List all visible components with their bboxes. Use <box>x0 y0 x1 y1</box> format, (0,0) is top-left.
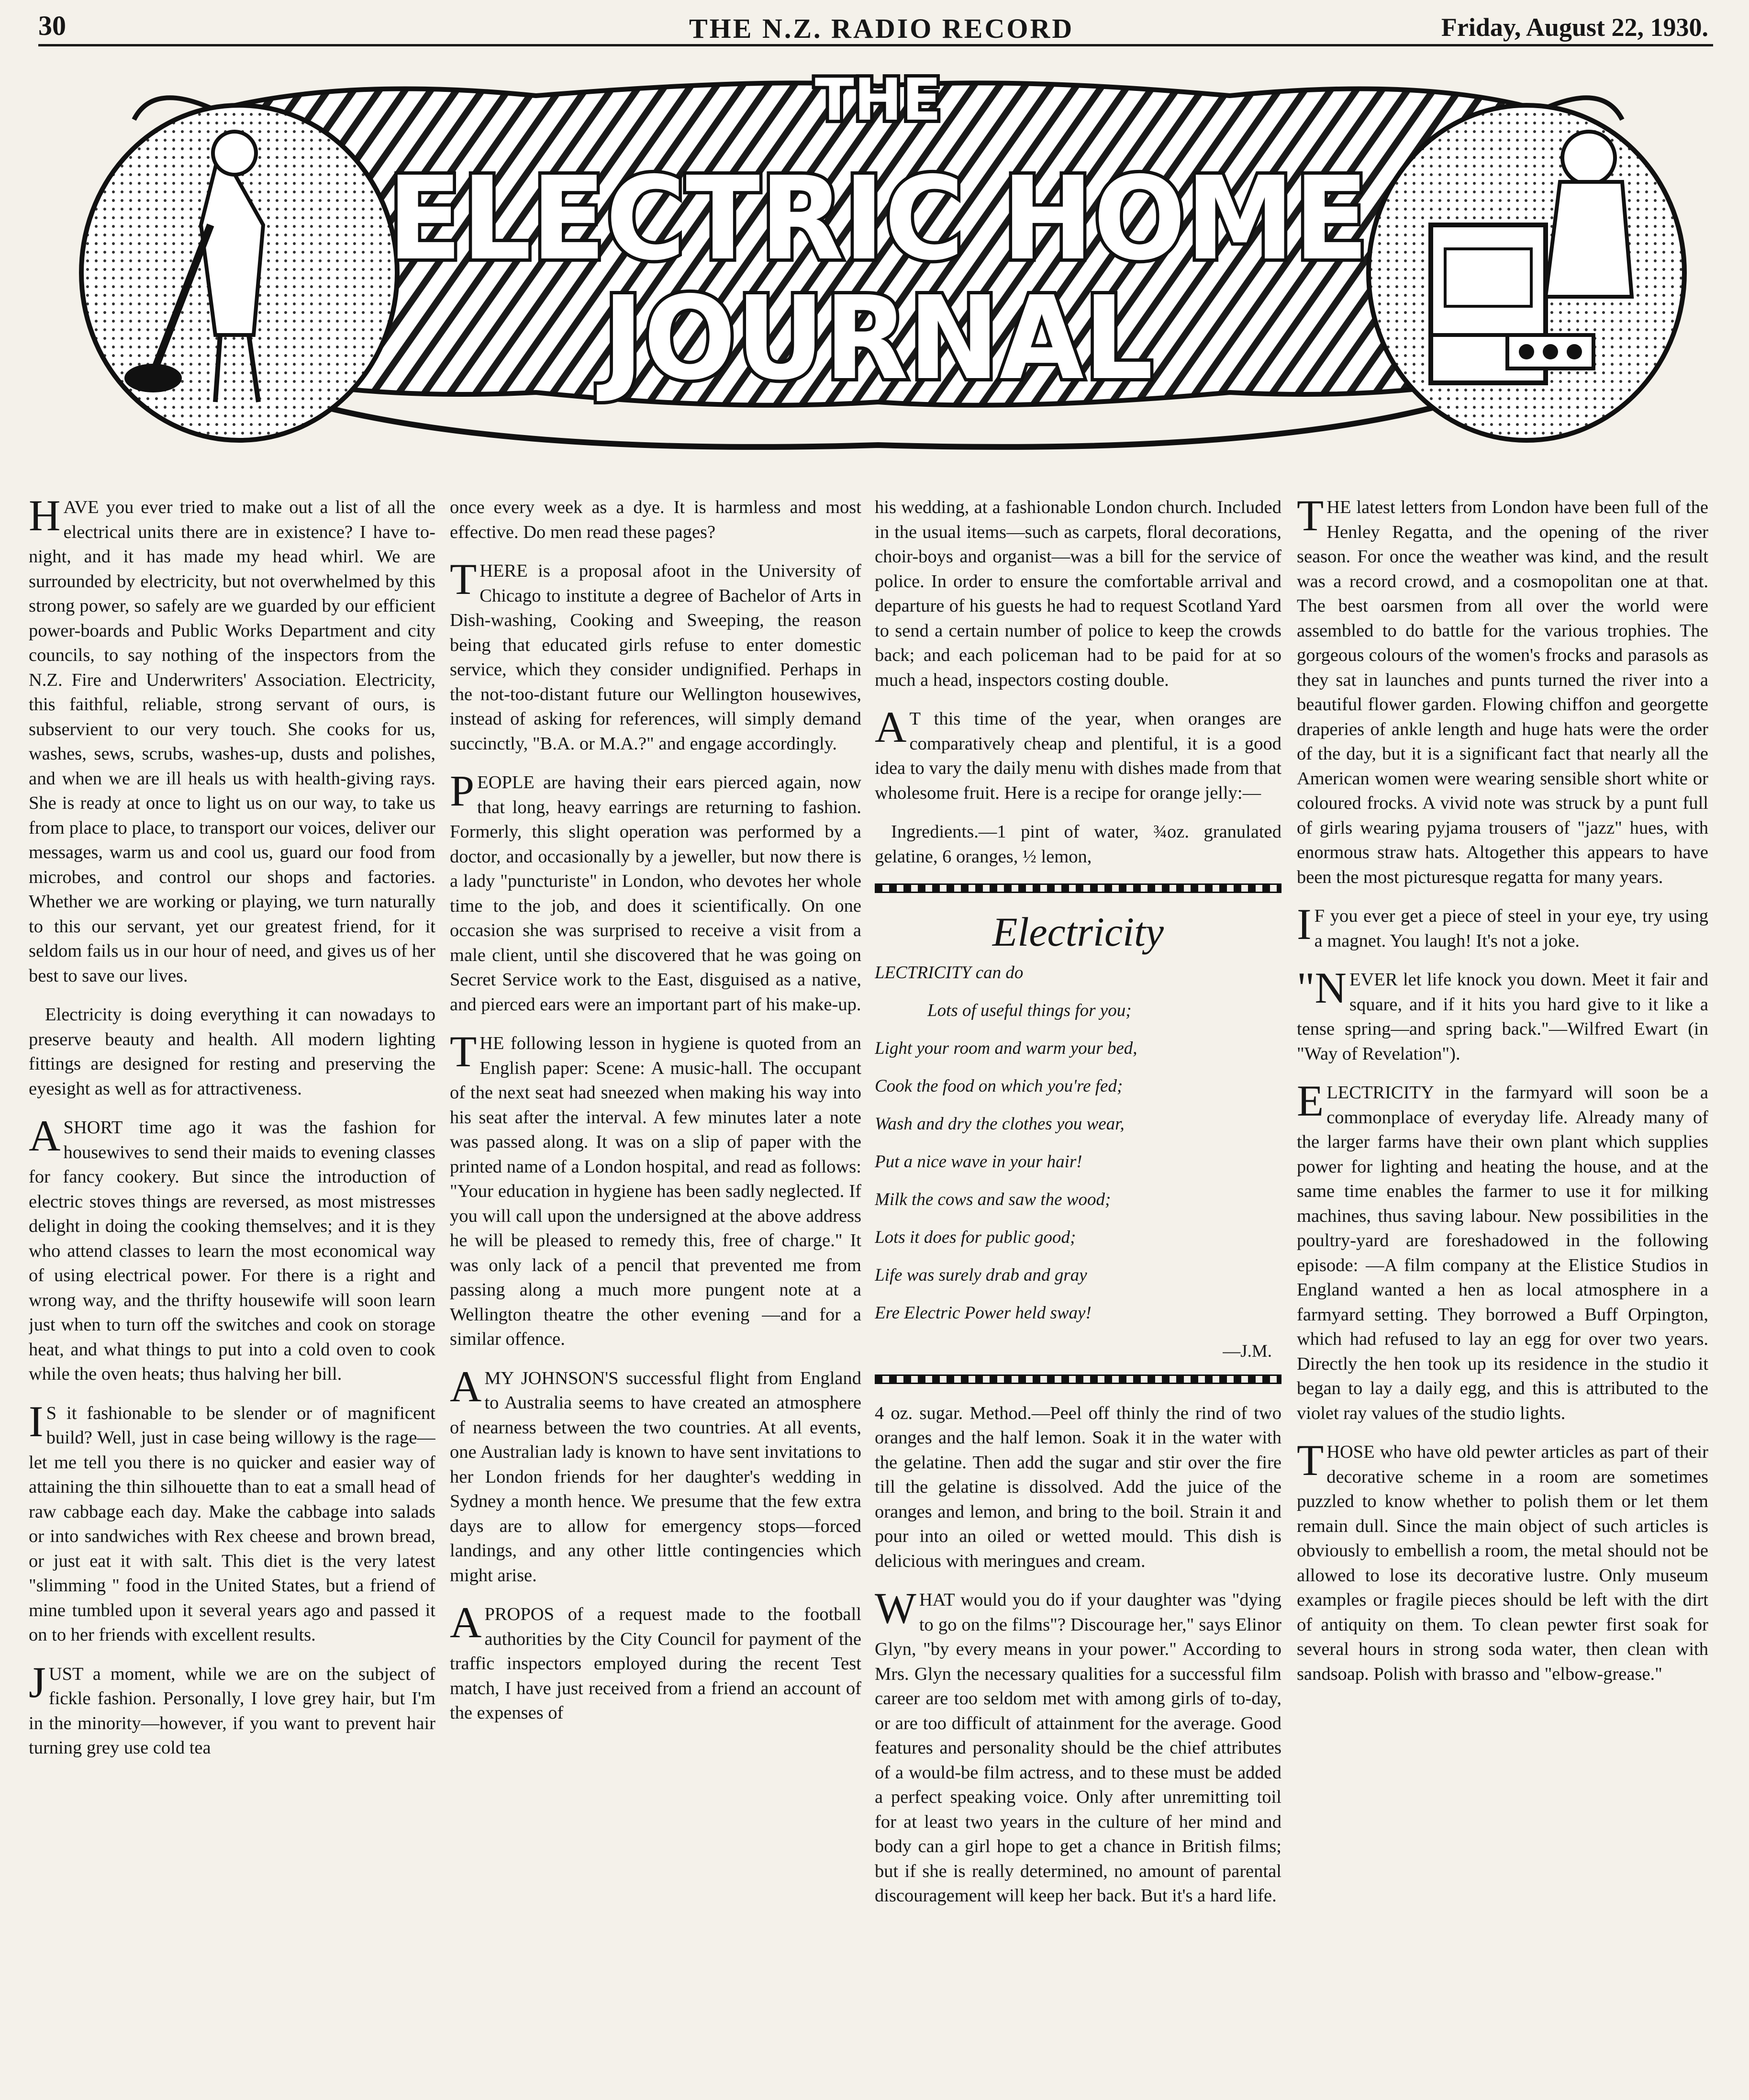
article-ear-piercing: PEOPLE are having their ears pierced again, now that long, heavy earrings are returning to fashion. Formerly, this slight operation was performed by a doctor, and occasionally by a jeweller, but now there is a lady "puncturiste" in London, who devotes her whole time to the job, and does it scientifically. On one occasion she was surprised to receive a visit from a male client, until she discovered that he was going on Secret Service work to the East, disguised as a native, and pierced ears were an important part of his make-up. <box>450 766 861 1015</box>
article-pewter: THOSE who have old pewter articles as part of their decorative scheme in a room are sometimes puzzled to know whether to polish them or let them remain dull. Since the main object of such articles is obviously to embellish a room, the metal should not be allowed to lose its decorative lustre. Only museum examples or fragile pieces should be left with the dirt of antiquity on them. To clean pewter first soak for several hours in strong soda water, then clean with sandsoap. Polish with brasso and "elbow-grease." <box>1297 1436 1708 1684</box>
decorative-rule-bottom <box>875 1374 1281 1384</box>
column-1 <box>29 495 435 2084</box>
poem-line: Wash and dry the clothes you wear, <box>875 1114 1125 1134</box>
masthead-illustration <box>57 67 1699 464</box>
vacuum-woman-vignette <box>81 105 397 440</box>
masthead-line1: ELECTRIC HOME <box>388 152 1369 286</box>
poem-line: Put a nice wave in your hair! <box>875 1152 1082 1172</box>
article-cabbage-diet: IS it fashionable to be slender or of magnificent build? Well, just in case being willowy is the rage—let me tell you there is no quicker and easier way of attaining the thin silhouette than to eat a small head of raw cabbage each day. Make the cabbage into salads or into sandwiches with Rex cheese and brown bread, or just eat it with salt. This diet is the very latest "slimming " food in the United States, but a friend of mine tumbled upon it several years ago and passed it on to her friends with excellent results. <box>29 1396 435 1645</box>
page-number: 30 <box>38 10 66 41</box>
poem-line: Lots it does for public good; <box>875 1228 1076 1247</box>
column-3 <box>875 495 1281 2084</box>
masthead-line2: JOURNAL <box>596 271 1153 405</box>
poem-line: Lots of useful things for you; <box>927 1001 1132 1020</box>
poem-signature: —J.M. <box>1223 1341 1272 1361</box>
poem-box <box>875 883 1281 1384</box>
column-2 <box>450 495 861 2084</box>
poem-line: Milk the cows and saw the wood; <box>875 1190 1111 1209</box>
masthead-the: THE <box>814 67 942 134</box>
article-cookery-classes: ASHORT time ago it was the fashion for housewives to send their maids to evening classes for fancy cookery. But since the introduction of electric stoves things are reversed, as most mistresses delight in doing the cooking themselves; and it is they who attend classes to learn the most economical way of using electrical power. For there is a right and wrong way, and the thrifty housewife will soon learn just when to turn off the switches and cook on storage heat, and what things to put into a cold oven to cook while the oven heats; thus halving her bill. <box>29 1111 435 1384</box>
issue-date: Friday, August 22, 1930. <box>1441 13 1708 42</box>
publication-title: THE N.Z. RADIO RECORD <box>689 13 1074 44</box>
article-electric-units-cont: Electricity is doing everything it can nowadays to preserve beauty and health. All modern lighting fittings are designed for resting and preserving the eyesight as well as for attractiveness. <box>29 1005 435 1099</box>
article-hygiene-lesson: THE following lesson in hygiene is quoted from an English paper: Scene: A music-hall. The occupant of the next seat had sneezed when making his way into his seat after the interval. A few minutes later a note was passed along. It was on a slip of paper with the printed name of a London hospital, and read as follows: "Your education in hygiene has been sadly neglected. If you will call upon the undersigned at the above address he will be pleased to remedy this, free of charge." It was only lack of a pencil that prevented me from passing along a much more pungent note at a Wellington theatre the other evening —and for a similar offence. <box>450 1027 861 1349</box>
recipe-ingredients: Ingredients.—1 pint of water, ¾oz. granulated gelatine, 6 oranges, ½ lemon, <box>875 822 1281 867</box>
article-grey-hair: JUST a moment, while we are on the subject of fickle fashion. Personally, I love grey hair, but I'm in the minority—however, if you want to prevent hair turning grey use cold tea <box>29 1657 435 1758</box>
stove-woman-vignette <box>1369 105 1684 440</box>
poem-line: Cook the food on which you're fed; <box>875 1076 1123 1096</box>
poem-title: Electricity <box>992 909 1164 955</box>
article-amy-johnson: AMY JOHNSON'S successful flight from England to Australia seems to have created an atmosphere of nearness between the two countries. At all events, one Australian lady is known to have sent invitations to her London friends for her daughter's wedding in Sydney a month hence. We presume that the few extra days are to allow for emergency stops—forced landings, and any other little contingencies which might arise. <box>450 1362 861 1586</box>
article-henley-regatta: THE latest letters from London have been full of the Henley Regatta, and the opening of the river season. For once the weather was kind, and the result was a record crowd, and a cosmopolitan one at that. The best oarsmen from all over the world were assembled to do battle for the various trophies. The gorgeous colours of the women's frocks and parasols as they sat in launches and punts turned the river into a beautiful flower garden. Flowing chiffon and georgette draperies of ankle length and huge hats were the order of the day, but it is a significant fact that nearly all the American women were wearing sensible short white or coloured frocks. A vivid note was struck by a punt full of girls wearing pyjama trousers of "jazz" hues, with enormous straw hats. Altogether this appears to have been the most picturesque regatta for many years. <box>1297 495 1708 887</box>
poem-line: Light your room and warm your bed, <box>875 1039 1137 1058</box>
column-4 <box>1297 495 1708 2084</box>
article-orange-jelly: AT this time of the year, when oranges are comparatively cheap and plentiful, it is a good idea to vary the daily menu with dishes made from that wholesome fruit. Here is a recipe for orange jelly:— <box>875 703 1281 803</box>
article-apropos-football: APROPOS of a request made to the football authorities by the City Council for payment of the traffic inspectors employed during the recent Test match, I have just received from a friend an account of the expenses of <box>450 1598 861 1723</box>
article-steel-magnet: IF you ever get a piece of steel in your eye, try using a magnet. You laugh! It's not a joke. <box>1297 900 1708 951</box>
running-head <box>38 6 1713 46</box>
decorative-rule-top <box>875 883 1281 893</box>
article-farmyard-electricity: ELECTRICITY in the farmyard will soon be a commonplace of everyday life. Already many of the larger farms have their own plant which supplies power for lighting and heating the house, and at the same time enables the farmer to use it for milking machines, thus saving labour. New possibilities in the poultry-yard are foreshadowed in the following episode: —A film company at the Elistice Studios in England wanted a hen as local atmosphere in a farmyard setting. They borrowed a Buff Orpington, which had refused to lay an egg for over two years. Directly the hen took up its residence in the studio it began to lay a daily egg, and this is attributed to the violet ray values of the studio lights. <box>1297 1076 1708 1423</box>
article-elinor-glyn: WHAT would you do if your daughter was "dying to go on the films"? Discourage her," says Elinor Glyn, "by every means in your power." According to Mrs. Glyn the necessary qualities for a successful film career are too seldom met with among girls of to-day, or are too difficult of attainment for the average. Good features and personality should be the chief attributes of a would-be film actress, and to these must be added a perfect speaking voice. Only after unremitting toil for at least two years in the culture of her mind and body can a girl hope to get a chance in British films; but if she is really determined, no amount of parental discouragement will keep her back. But it's a hard life. <box>875 1584 1281 1906</box>
article-never-knock-down: "NEVER let life knock you down. Meet it fair and square, and if it hits you hard give to it like a tense spring—and spring back."—Wilfred Ewart (in "Way of Revelation"). <box>1297 963 1708 1064</box>
poem-line: Ere Electric Power held sway! <box>875 1303 1092 1323</box>
masthead-banner <box>57 67 1699 464</box>
article-electric-units: HAVE you ever tried to make out a list of all the electrical units there are in existence? I have to-night, and it has made my head whirl. We are surrounded by electricity, but not overwhelmed by this strong power, so safely are we guarded by our efficient power-boards and Public Works Department and city councils, to say nothing of the inspectors from the N.Z. Fire and Underwriters' Association. Electricity, this faithful, reliable, strong servant of ours, is subservient to our very touch. She cooks for us, washes, sews, scrubs, washes-up, dusts and polishes, and when we are ill heals us with health-giving rays. She is ready at once to light us on our way, to take us from place to place, to transport our voices, deliver our messages, warm us and cool us, guard our food from microbes, and control our shops and factories. Whether we are working or playing, we turn naturally to this our servant, yet our greatest friend, for it seldom fails us in our hour of need, and gives us of her best to save our lives. <box>29 495 435 986</box>
article-wedding-police: his wedding, at a fashionable London church. Included in the usual items—such as carpets, floral decorations, choir-boys and organist—was a bill for the service of police. In order to ensure the comfortable arrival and departure of his guests he had to request Scotland Yard to send a certain number of police to keep the crowds back; and each policeman had to be paid for at so much a head, inspectors costing double. <box>875 497 1281 690</box>
poem-line: LECTRICITY can do <box>875 963 1024 983</box>
article-chicago-degree: THERE is a proposal afoot in the University of Chicago to institute a degree of Bachelor of Arts in Dish-washing, Cooking and Sweeping, the reason being that educated girls refuse to enter domestic service, which they consider undignified. Perhaps in the not-too-distant future our Wellington housewives, instead of asking for references, will simply demand succinctly, "B.A. or M.A.?" and engage accordingly. <box>450 555 861 754</box>
article-grey-hair-cont: once every week as a dye. It is harmless and most effective. Do men read these pages? <box>450 497 861 542</box>
recipe-method: 4 oz. sugar. Method.—Peel off thinly the rind of two oranges and the half lemon. Soak it in the water with the gelatine. Then add the sugar and stir over the fire till the gelatine is dissolved. Add the juice of the oranges and lemon, and bring to the boil. Strain it and pour into an oiled or wetted mould. This dish is delicious with meringues and cream. <box>875 1403 1281 1571</box>
poem-line: Life was surely drab and gray <box>875 1265 1087 1285</box>
